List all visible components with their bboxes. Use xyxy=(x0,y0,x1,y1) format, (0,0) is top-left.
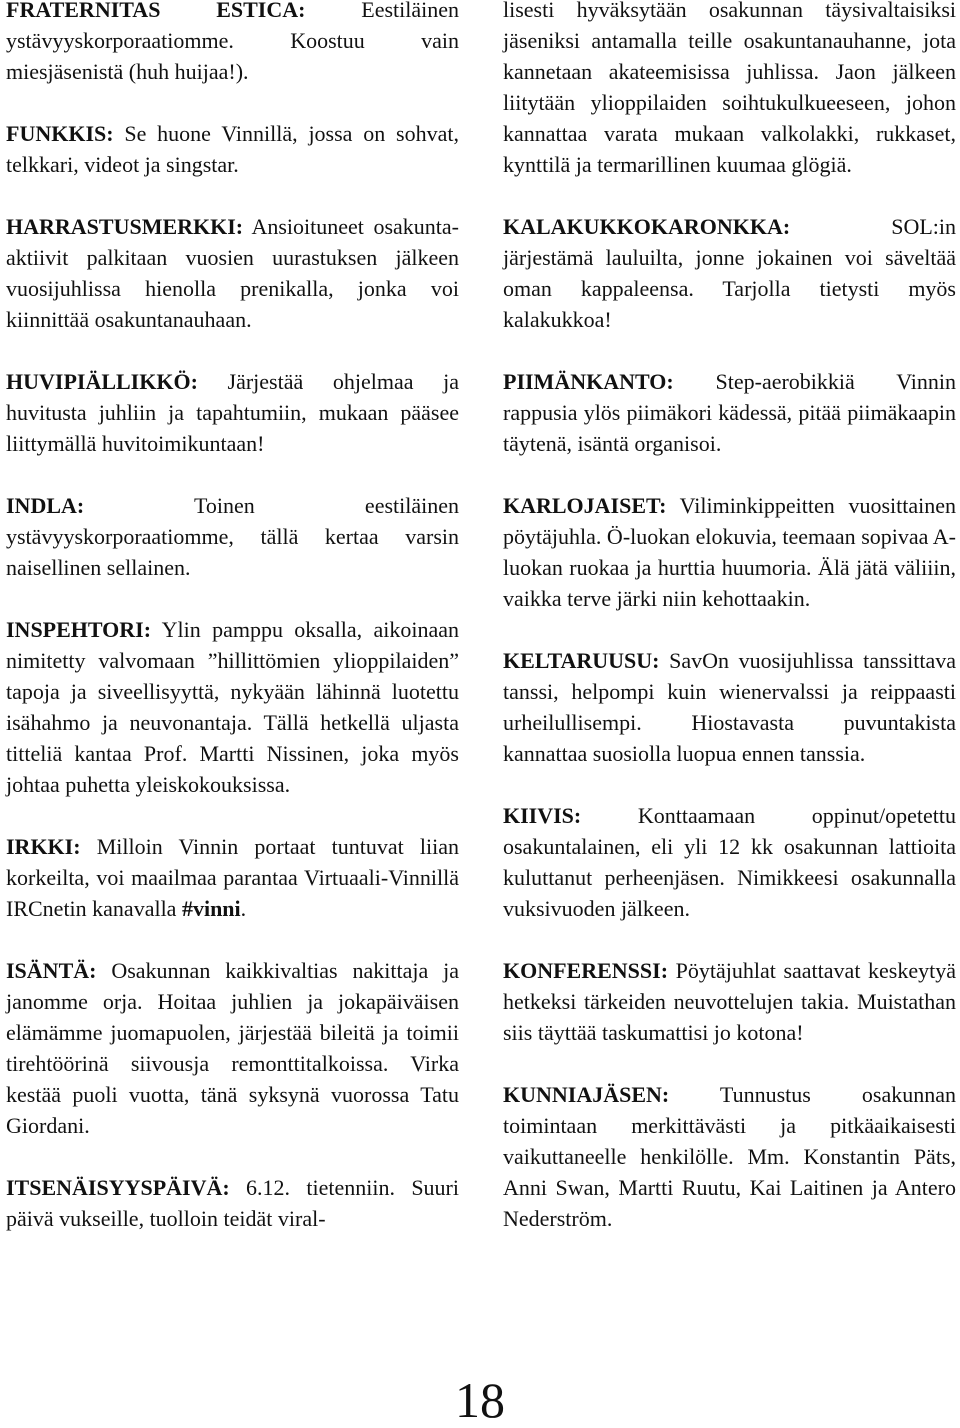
entry-text: Eestiläinen ystävyyskorporaatiomme. Koostuu vain miesjäsenistä (huh huijaa!). xyxy=(6,0,459,84)
glossary-entry-kalakukkokaronkka xyxy=(503,211,956,335)
entry-text: 6.12. tietenniin. Suuri päivä vukseille, tuolloin teidät viral- xyxy=(6,1175,459,1231)
entry-text: lisesti hyväksytään osakunnan täysivaltaisiksi jäseniksi antamalla teille osakuntanauhanne, jota kannetaan akateemisissa juhlissa. Jaon jälkeen liitytään ylioppilaiden soihtukulkueeseen, johon kannattaa varata mukaan valkolakki, rukkaset, kynttilä ja termarillinen kuumaa glögiä. xyxy=(503,0,956,177)
right-column xyxy=(503,0,956,1265)
entry-term: INSPEHTORI: xyxy=(6,617,152,642)
glossary-entry-piimankanto xyxy=(503,366,956,459)
entry-term: HARRASTUSMERKKI: xyxy=(6,214,244,239)
glossary-entry-karlojaiset xyxy=(503,490,956,614)
irc-channel-name: #vinni xyxy=(181,896,241,921)
entry-term: KONFERENSSI: xyxy=(503,958,669,983)
page-number: 18 xyxy=(455,1372,505,1428)
entry-term: KALAKUKKOKARONKKA: xyxy=(503,214,791,239)
glossary-entry-harrastusmerkki xyxy=(6,211,459,335)
glossary-entry-kunniajasen xyxy=(503,1079,956,1234)
glossary-entry-konferenssi xyxy=(503,955,956,1048)
entry-text: Step-aerobikkiä Vinnin rappusia ylös piimäkori kädessä, pitää piimäkaapin täytenä, isäntä organisoi. xyxy=(503,369,956,456)
glossary-entry-inspehtori xyxy=(6,614,459,800)
entry-term: KELTARUUSU: xyxy=(503,648,660,673)
entry-term: ITSENÄISYYSPÄIVÄ: xyxy=(6,1175,230,1200)
entry-text: Osakunnan kaikkivaltias nakittaja ja janomme orja. Hoitaa juhlien ja jokapäiväisen elämämme juomapuolen, järjestää bileitä ja toimii tirehtöörinä siivousja remonttitalkoissa. Virka kestää puoli vuotta, tänä syksynä vuorossa Tatu Giordani. xyxy=(6,958,459,1138)
entry-text: Toinen eestiläinen ystävyyskorporaatiomme, tällä kertaa varsin naisellinen sellainen. xyxy=(6,493,459,580)
entry-text: Viliminkippeitten vuosittainen pöytäjuhla. Ö-luokan elokuvia, teemaan sopivaa A-luokan ruokaa ja hurttia huumoria. Älä jätä väliiin, vaikka terve järki niin kehottaakin. xyxy=(503,493,956,611)
entry-text: Pöytäjuhlat saattavat keskeytyä hetkeksi tärkeiden neuvottelujen takia. Muistathan siis täyttää taskumattisi jo kotona! xyxy=(503,958,956,1045)
glossary-entry-continuation xyxy=(503,0,956,180)
entry-term: KIIVIS: xyxy=(503,803,582,828)
glossary-entry-fraternitas-estica xyxy=(6,0,459,87)
entry-term: FRATERNITAS ESTICA: xyxy=(6,0,306,22)
glossary-entry-irkki xyxy=(6,831,459,924)
entry-term: HUVIPIÄLLIKKÖ: xyxy=(6,369,198,394)
entry-text: Konttaamaan oppinut/opetettu osakuntalainen, eli yli 12 kk osakunnan lattioita kuluttanut perheenjäsen. Nimikkeesi osakunnalla vuksivuoden jälkeen. xyxy=(503,803,956,921)
glossary-entry-indla xyxy=(6,490,459,583)
glossary-entry-itsenaisyyspaiva xyxy=(6,1172,459,1234)
entry-text: Järjestää ohjelmaa ja huvitusta juhliin ja tapahtumiin, mukaan pääsee liittymällä huvitoimikuntaan! xyxy=(6,369,459,456)
glossary-entry-kiivis xyxy=(503,800,956,924)
entry-text: SavOn vuosijuhlissa tanssittava tanssi, helpompi kuin wienervalssi ja reippaasti urheilullisempi. Hiostavasta puvuntakista kannattaa suosiolla luopua ennen tanssia. xyxy=(503,648,956,766)
entry-term: KARLOJAISET: xyxy=(503,493,667,518)
entry-term: PIIMÄNKANTO: xyxy=(503,369,674,394)
glossary-entry-isanta xyxy=(6,955,459,1141)
entry-term: ISÄNTÄ: xyxy=(6,958,97,983)
entry-text: Milloin Vinnin portaat tuntuvat liian korkeilta, voi maailmaa parantaa Virtuaali-Vinnillä IRCnetin kanavalla xyxy=(6,834,459,921)
entry-text: SOL:in järjestämä lauluilta, jonne jokainen voi säveltää oman kappaleensa. Tarjolla tietysti myös kalakukkoa! xyxy=(503,214,956,332)
entry-term: IRKKI: xyxy=(6,834,81,859)
entry-term: INDLA: xyxy=(6,493,85,518)
glossary-entry-huvipiallikko xyxy=(6,366,459,459)
entry-term: KUNNIAJÄSEN: xyxy=(503,1082,670,1107)
entry-text: Tunnustus osakunnan toimintaan merkittävästi ja pitkäaikaisesti vaikuttaneelle henkilölle. Mm. Konstantin Päts, Anni Swan, Martti Ruutu, Kai Laitinen ja Antero Nederström. xyxy=(503,1082,956,1231)
entry-term: FUNKKIS: xyxy=(6,121,114,146)
glossary-entry-keltaruusu xyxy=(503,645,956,769)
glossary-entry-funkkis xyxy=(6,118,459,180)
entry-text-tail: . xyxy=(240,896,247,921)
entry-text: Ylin pamppu oksalla, aikoinaan nimitetty valvomaan ”hillittömien ylioppilaiden” tapoja ja siveellisyyttä, nykyään lähinnä luotettu isähahmo ja neuvonantaja. Tällä hetkellä uljasta titteliä kantaa Prof. Martti Nissinen, joka myös johtaa puhetta yleiskokouksissa. xyxy=(6,617,459,797)
left-column xyxy=(6,0,459,1265)
entry-text: Se huone Vinnillä, jossa on sohvat, telkkari, videot ja singstar. xyxy=(6,121,459,177)
entry-text: Ansioituneet osakunta-aktiivit palkitaan vuosien uurastuksen jälkeen vuosijuhlissa hienolla prenikalla, jonka voi kiinnittää osakuntanauhaan. xyxy=(6,214,459,332)
